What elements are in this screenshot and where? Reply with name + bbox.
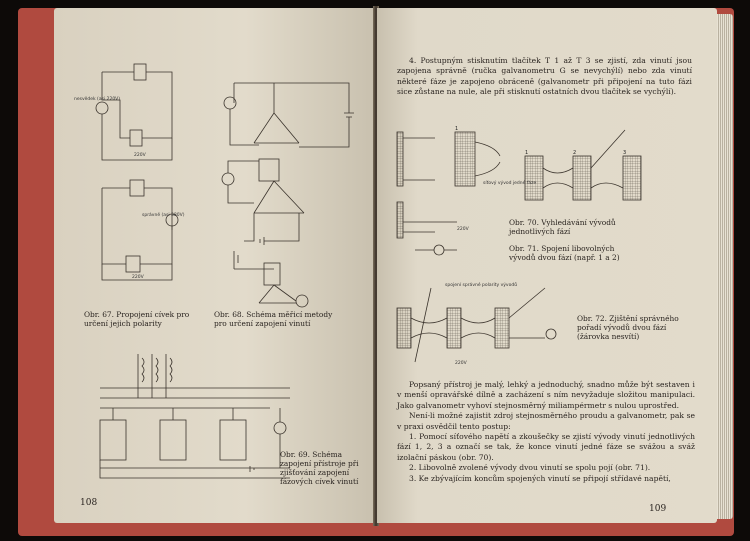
top-paragraph-text: 4. Postupným stisknutím tlačítek T 1 až T 3 se zjistí, zda vinutí jsou zapojena správně (ručka galvanometru G se nevychýlí) nebo zda vinutí některé fáze je zapojeno obráceně (galvanometr při připojení na tuto fázi sice zůstane na nule, ale při stisknutí ostatních dvou tlačítek se vychýlí). <box>397 56 692 97</box>
body-paragraph-4: 2. Libovolně zvolené vývody dvou vinutí se spolu pojí (obr. 71). <box>409 463 651 473</box>
fig70-caption: Obr. 70. Vyhledávání vývodů jednotlivých fází <box>509 218 616 236</box>
fig70-voltage-label: 220V <box>457 227 469 232</box>
body-paragraph-2: Není-li možné zajistit zdroj stejnosměrného proudu a galvanometr, pak se v praxi osvědčil tento postup: <box>397 411 695 431</box>
fig68-caption: Obr. 68. Schéma měřicí metody pro určení zapojení vinutí <box>214 310 333 328</box>
figure-68-diagram <box>214 63 364 323</box>
fig67-label-bottom: správně (asi 380V) <box>142 213 185 218</box>
fig72-caption: Obr. 72. Zjištění správného pořadí vývodů dvou fází (žárovka nesvítí) <box>577 314 679 341</box>
fig72-voltage-label: 220V <box>455 361 467 366</box>
body-text <box>397 380 695 484</box>
right-page-number: 109 <box>649 504 667 514</box>
svg-text:2: 2 <box>573 150 577 156</box>
fig67-label-top: nesvědek (asi 220V) <box>74 97 121 102</box>
body-paragraph-3: 1. Pomocí síťového napětí a zkoušečky se zjistí vývody vinutí jednotlivých fází 1, 2, 3 a označí se tak, že konce vinutí jedné fáze se svážou a sváž izolační páskou (obr. 70). <box>397 432 695 462</box>
fig70-wire-label: síťový vývod jedné fáze <box>483 181 537 186</box>
top-paragraph <box>397 56 692 98</box>
fig71-caption: Obr. 71. Spojení libovolných vývodů dvou fází (např. 1 a 2) <box>509 244 620 262</box>
fig67-caption: Obr. 67. Propojení cívek pro určení jejich polarity <box>84 310 190 328</box>
svg-text:1: 1 <box>525 150 529 156</box>
fig69-caption: Obr. 69. Schéma zapojení přístroje při zjišťování zapojení fázových cívek vinutí <box>280 450 359 486</box>
fig67-voltage-2: 220V <box>132 275 144 280</box>
right-page <box>377 8 717 523</box>
fig72-top-label: spojení správné polarity vývodů <box>445 283 518 288</box>
fig67-voltage-1: 220V <box>134 153 146 158</box>
left-page <box>54 8 374 523</box>
figure-67-diagram <box>72 60 192 310</box>
svg-text:1: 1 <box>455 126 459 132</box>
body-paragraph-5: 3. Ke zbývajícím koncům spojených vinutí se připojí střídavé napětí, <box>409 473 671 483</box>
left-page-number: 108 <box>80 498 98 508</box>
figure-72-diagram <box>395 278 595 368</box>
svg-text:3: 3 <box>623 150 627 156</box>
page-edges <box>717 14 733 519</box>
body-paragraph-1: Popsaný přístroj je malý, lehký a jednoduchý, snadno může být sestaven i v menší opravářské dílně a zacházení s ním nevyžaduje složitou manipulaci. Jako galvanometr vyhoví stejnosměrný miliampérmetr s nulou uprostřed. <box>397 380 695 410</box>
figure-69-diagram <box>90 348 300 498</box>
